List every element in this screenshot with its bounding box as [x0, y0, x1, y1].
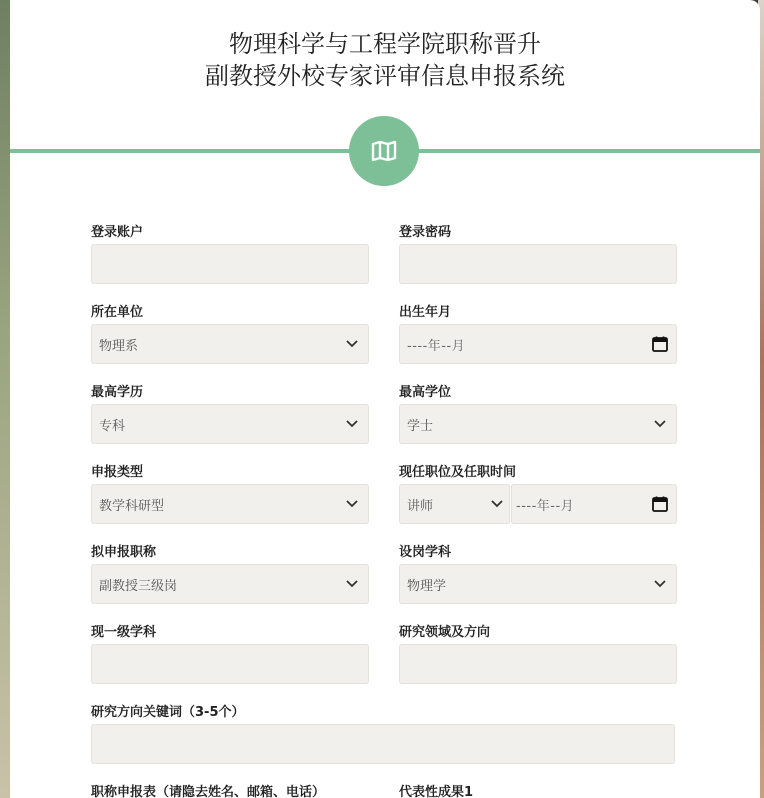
page-title-line1: 物理科学与工程学院职称晋升: [229, 30, 541, 58]
current-title-label: 现任职位及任职时间: [399, 465, 517, 480]
proposed-title-select[interactable]: [91, 564, 369, 604]
birth-label: 出生年月: [399, 305, 452, 320]
application-form-label: 职称申报表（请隐去姓名、邮箱、电话）: [91, 785, 326, 798]
current-title-date-placeholder: ----年--月: [516, 498, 575, 514]
research-field-input[interactable]: [399, 644, 677, 684]
proposed-title-value: 副教授三级岗: [99, 578, 178, 594]
post-subject-select[interactable]: [399, 564, 677, 604]
account-label: 登录账户: [91, 225, 144, 240]
chevron-down-icon: [342, 414, 362, 434]
achievement1-label: 代表性成果1: [399, 785, 474, 798]
keywords-label: 研究方向关键词（3-5个）: [91, 705, 245, 720]
chevron-down-icon: [650, 414, 670, 434]
calendar-icon[interactable]: [651, 335, 669, 353]
current-title-select[interactable]: [399, 484, 510, 524]
apply-type-select[interactable]: [91, 484, 369, 524]
research-field-label: 研究领域及方向: [399, 625, 491, 640]
birth-date-placeholder: ----年--月: [407, 338, 466, 354]
apply-type-value: 教学科研型: [99, 498, 165, 514]
keywords-input[interactable]: [91, 724, 675, 764]
first-subject-label: 现一级学科: [91, 625, 157, 640]
unit-select[interactable]: [91, 324, 369, 364]
account-input[interactable]: [91, 244, 369, 284]
calendar-icon[interactable]: [651, 495, 669, 513]
proposed-title-label: 拟申报职称: [91, 545, 157, 560]
chevron-down-icon: [487, 494, 507, 514]
post-subject-value: 物理学: [407, 578, 447, 594]
chevron-down-icon: [342, 574, 362, 594]
page-title-line2: 副教授外校专家评审信息申报系统: [205, 62, 565, 90]
chevron-down-icon: [342, 334, 362, 354]
chevron-down-icon: [650, 574, 670, 594]
header-badge: [349, 116, 419, 186]
education-value: 专科: [99, 418, 126, 434]
education-select[interactable]: [91, 404, 369, 444]
map-icon: [371, 140, 397, 162]
chevron-down-icon: [342, 494, 362, 514]
birth-date-input[interactable]: [399, 324, 677, 364]
password-input[interactable]: [399, 244, 677, 284]
page-title: [10, 28, 760, 92]
background-left-strip: [0, 0, 10, 798]
post-subject-label: 设岗学科: [399, 545, 452, 560]
degree-value: 学士: [407, 418, 434, 434]
current-title-value: 讲师: [407, 498, 434, 514]
education-label: 最高学历: [91, 385, 144, 400]
form-card: [10, 0, 760, 798]
password-label: 登录密码: [399, 225, 452, 240]
current-title-date-input[interactable]: [511, 484, 677, 524]
first-subject-input[interactable]: [91, 644, 369, 684]
unit-value: 物理系: [99, 338, 139, 354]
degree-label: 最高学位: [399, 385, 452, 400]
apply-type-label: 申报类型: [91, 465, 144, 480]
unit-label: 所在单位: [91, 305, 144, 320]
degree-select[interactable]: [399, 404, 677, 444]
